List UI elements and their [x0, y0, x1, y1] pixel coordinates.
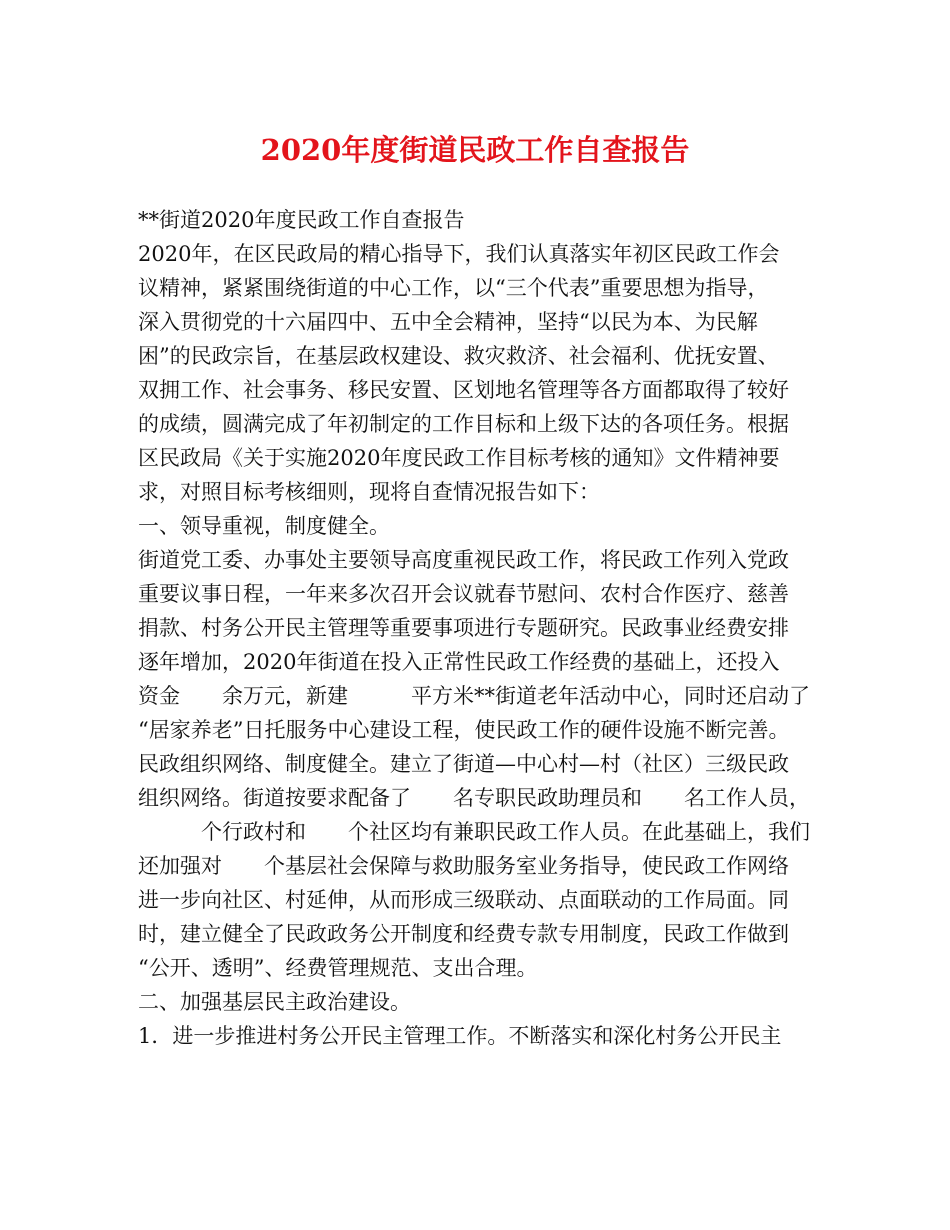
body-line: 民政组织网络、制度健全。建立了街道—中心村—村（社区）三级民政 — [138, 752, 789, 776]
body-line: 街道党工委、办事处主要领导高度重视民政工作，将民政工作列入党政 — [138, 548, 789, 572]
body-line: 1．进一步推进村务公开民主管理工作。不断落实和深化村务公开民主 — [138, 1024, 782, 1048]
body-line: 双拥工作、社会事务、移民安置、区划地名管理等各方面都取得了较好 — [138, 378, 789, 402]
body-line: **街道2020年度民政工作自查报告 — [138, 208, 465, 232]
body-line: 求，对照目标考核细则，现将自查情况报告如下： — [138, 480, 600, 504]
body-line: 重要议事日程，一年来多次召开会议就春节慰问、农村合作医疗、慈善 — [138, 582, 789, 606]
body-line: 进一步向社区、村延伸，从而形成三级联动、点面联动的工作局面。同 — [138, 888, 789, 912]
body-line: 的成绩，圆满完成了年初制定的工作目标和上级下达的各项任务。根据 — [138, 412, 789, 436]
document-title: 2020年度街道民政工作自查报告 — [260, 133, 690, 167]
body-line: 还加强对 个基层社会保障与救助服务室业务指导，使民政工作网络 — [138, 854, 789, 878]
body-line: “公开、透明”、经费管理规范、支出合理。 — [138, 956, 538, 980]
body-line: 区民政局《关于实施2020年度民政工作目标考核的通知》文件精神要 — [138, 446, 780, 470]
document-body — [138, 203, 828, 1053]
body-line: 2020年，在区民政局的精心指导下，我们认真落实年初区民政工作会 — [138, 242, 780, 266]
body-line: 逐年增加，2020年街道在投入正常性民政工作经费的基础上，还投入 — [138, 650, 780, 674]
section-heading: 二、加强基层民主政治建设。 — [138, 990, 411, 1014]
body-line: 深入贯彻党的十六届四中、五中全会精神，坚持“以民为本、为民解 — [138, 310, 758, 334]
body-line: 议精神，紧紧围绕街道的中心工作，以“三个代表”重要思想为指导， — [138, 276, 769, 300]
section-heading: 一、领导重视，制度健全。 — [138, 514, 390, 538]
body-line: 个行政村和 个社区均有兼职民政工作人员。在此基础上，我们 — [138, 820, 810, 844]
body-line: 时，建立健全了民政政务公开制度和经费专款专用制度，民政工作做到 — [138, 922, 789, 946]
body-line: “居家养老”日托服务中心建设工程，使民政工作的硬件设施不断完善。 — [138, 718, 790, 742]
body-line: 捐款、村务公开民主管理等重要事项进行专题研究。民政事业经费安排 — [138, 616, 789, 640]
body-line: 困”的民政宗旨，在基层政权建设、救灾救济、社会福利、优抚安置、 — [138, 344, 779, 368]
body-line: 资金 余万元，新建 平方米**街道老年活动中心，同时还启动了 — [138, 684, 810, 708]
body-line: 组织网络。街道按要求配备了 名专职民政助理员和 名工作人员， — [138, 786, 810, 810]
